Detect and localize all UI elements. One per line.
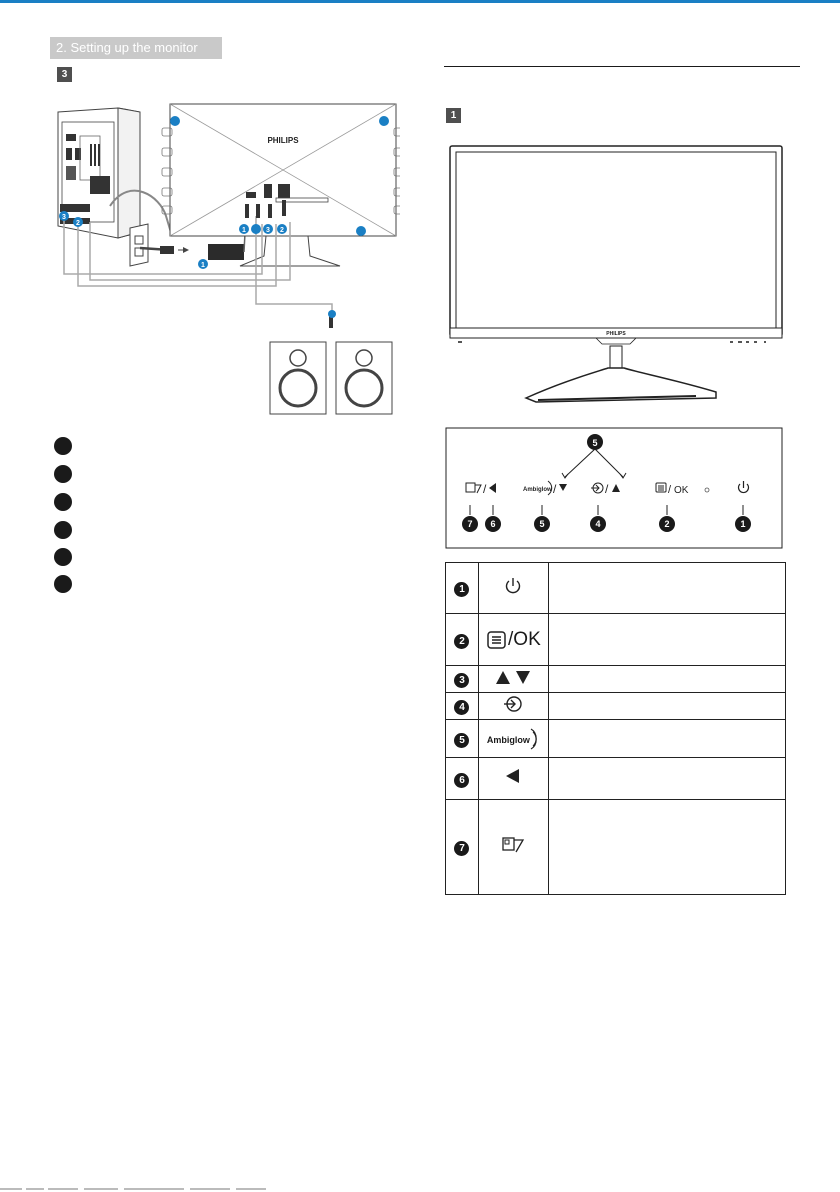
- panel-callout-4: 4: [595, 519, 601, 529]
- table-row: [446, 800, 786, 895]
- column-divider-rule: [444, 66, 800, 67]
- svg-text:/: /: [553, 482, 557, 496]
- step-number-3: 3: [57, 67, 72, 82]
- input-icon: [502, 694, 524, 714]
- table-row: [446, 720, 786, 758]
- callout-1-cable: 1: [242, 227, 246, 234]
- row-description: [548, 693, 785, 720]
- ambiglow-label: Ambiglow: [486, 734, 530, 745]
- panel-callout-6: 6: [490, 519, 496, 529]
- pc-tower-illustration: [58, 108, 140, 238]
- svg-text:/: /: [668, 484, 672, 496]
- monitor-front-brand: PHILIPS: [606, 331, 626, 337]
- row-number: 2: [454, 634, 469, 649]
- panel-callout-7: 7: [467, 519, 473, 529]
- svg-text:/: /: [483, 482, 487, 496]
- footer-strip: [0, 1186, 280, 1192]
- table-row: [446, 563, 786, 614]
- legend-dot-3: [54, 493, 72, 511]
- panel-callout-5: 5: [539, 519, 545, 529]
- row-number: 7: [454, 841, 469, 856]
- panel-callout-2: 2: [664, 519, 670, 529]
- callout-2-pc: 2: [76, 220, 80, 227]
- table-row: [446, 758, 786, 800]
- top-accent-rule: [0, 0, 840, 3]
- wall-outlet-illustration: [130, 224, 148, 266]
- left-arrow-icon: [504, 767, 522, 785]
- table-row: [446, 666, 786, 693]
- row-description: [548, 800, 785, 895]
- row-description: [548, 563, 785, 614]
- legend-dot-5: [54, 548, 72, 566]
- row-description: [548, 758, 785, 800]
- step-number-1: 1: [446, 108, 461, 123]
- monitor-back-brand: PHILIPS: [267, 136, 299, 145]
- row-number: 4: [454, 700, 469, 715]
- svg-text:/: /: [605, 482, 609, 496]
- monitor-front-illustration: [446, 142, 786, 404]
- table-row: [446, 693, 786, 720]
- ambiglow-icon: [530, 727, 540, 751]
- row-number: 5: [454, 733, 469, 748]
- row-number: 6: [454, 773, 469, 788]
- panel-callout-1: 1: [740, 519, 746, 529]
- row-description: [548, 666, 785, 693]
- legend-dot-2: [54, 465, 72, 483]
- row-description: [548, 614, 785, 666]
- connection-diagram: [50, 96, 400, 420]
- callout-3-pc: 3: [62, 214, 66, 221]
- legend-dot-1: [54, 437, 72, 455]
- legend-dot-4: [54, 521, 72, 539]
- legend-dot-6: [54, 575, 72, 593]
- panel-ambiglow-label: Ambiglow: [523, 487, 552, 493]
- smartimage-icon: [500, 835, 526, 855]
- button-function-table: [445, 562, 786, 895]
- up-down-arrows-icon: [493, 668, 533, 686]
- panel-ok-label: OK: [674, 485, 689, 496]
- monitor-back-illustration: [162, 104, 400, 236]
- speakers-illustration: [270, 342, 392, 414]
- section-title: 2. Setting up the monitor: [50, 37, 222, 59]
- row-number: 1: [454, 582, 469, 597]
- panel-top-callout: 5: [592, 438, 598, 448]
- menu-ok-icon: [486, 630, 508, 650]
- ok-label: OK: [513, 628, 541, 650]
- row-number: 3: [454, 673, 469, 688]
- power-icon: [503, 576, 523, 596]
- callout-2-cable: 2: [280, 227, 284, 234]
- row-description: [548, 720, 785, 758]
- table-row: 2 /OK: [446, 614, 786, 666]
- callout-3-cable: 3: [266, 227, 270, 234]
- control-panel-illustration: [445, 427, 783, 549]
- callout-1-power: 1: [201, 262, 205, 269]
